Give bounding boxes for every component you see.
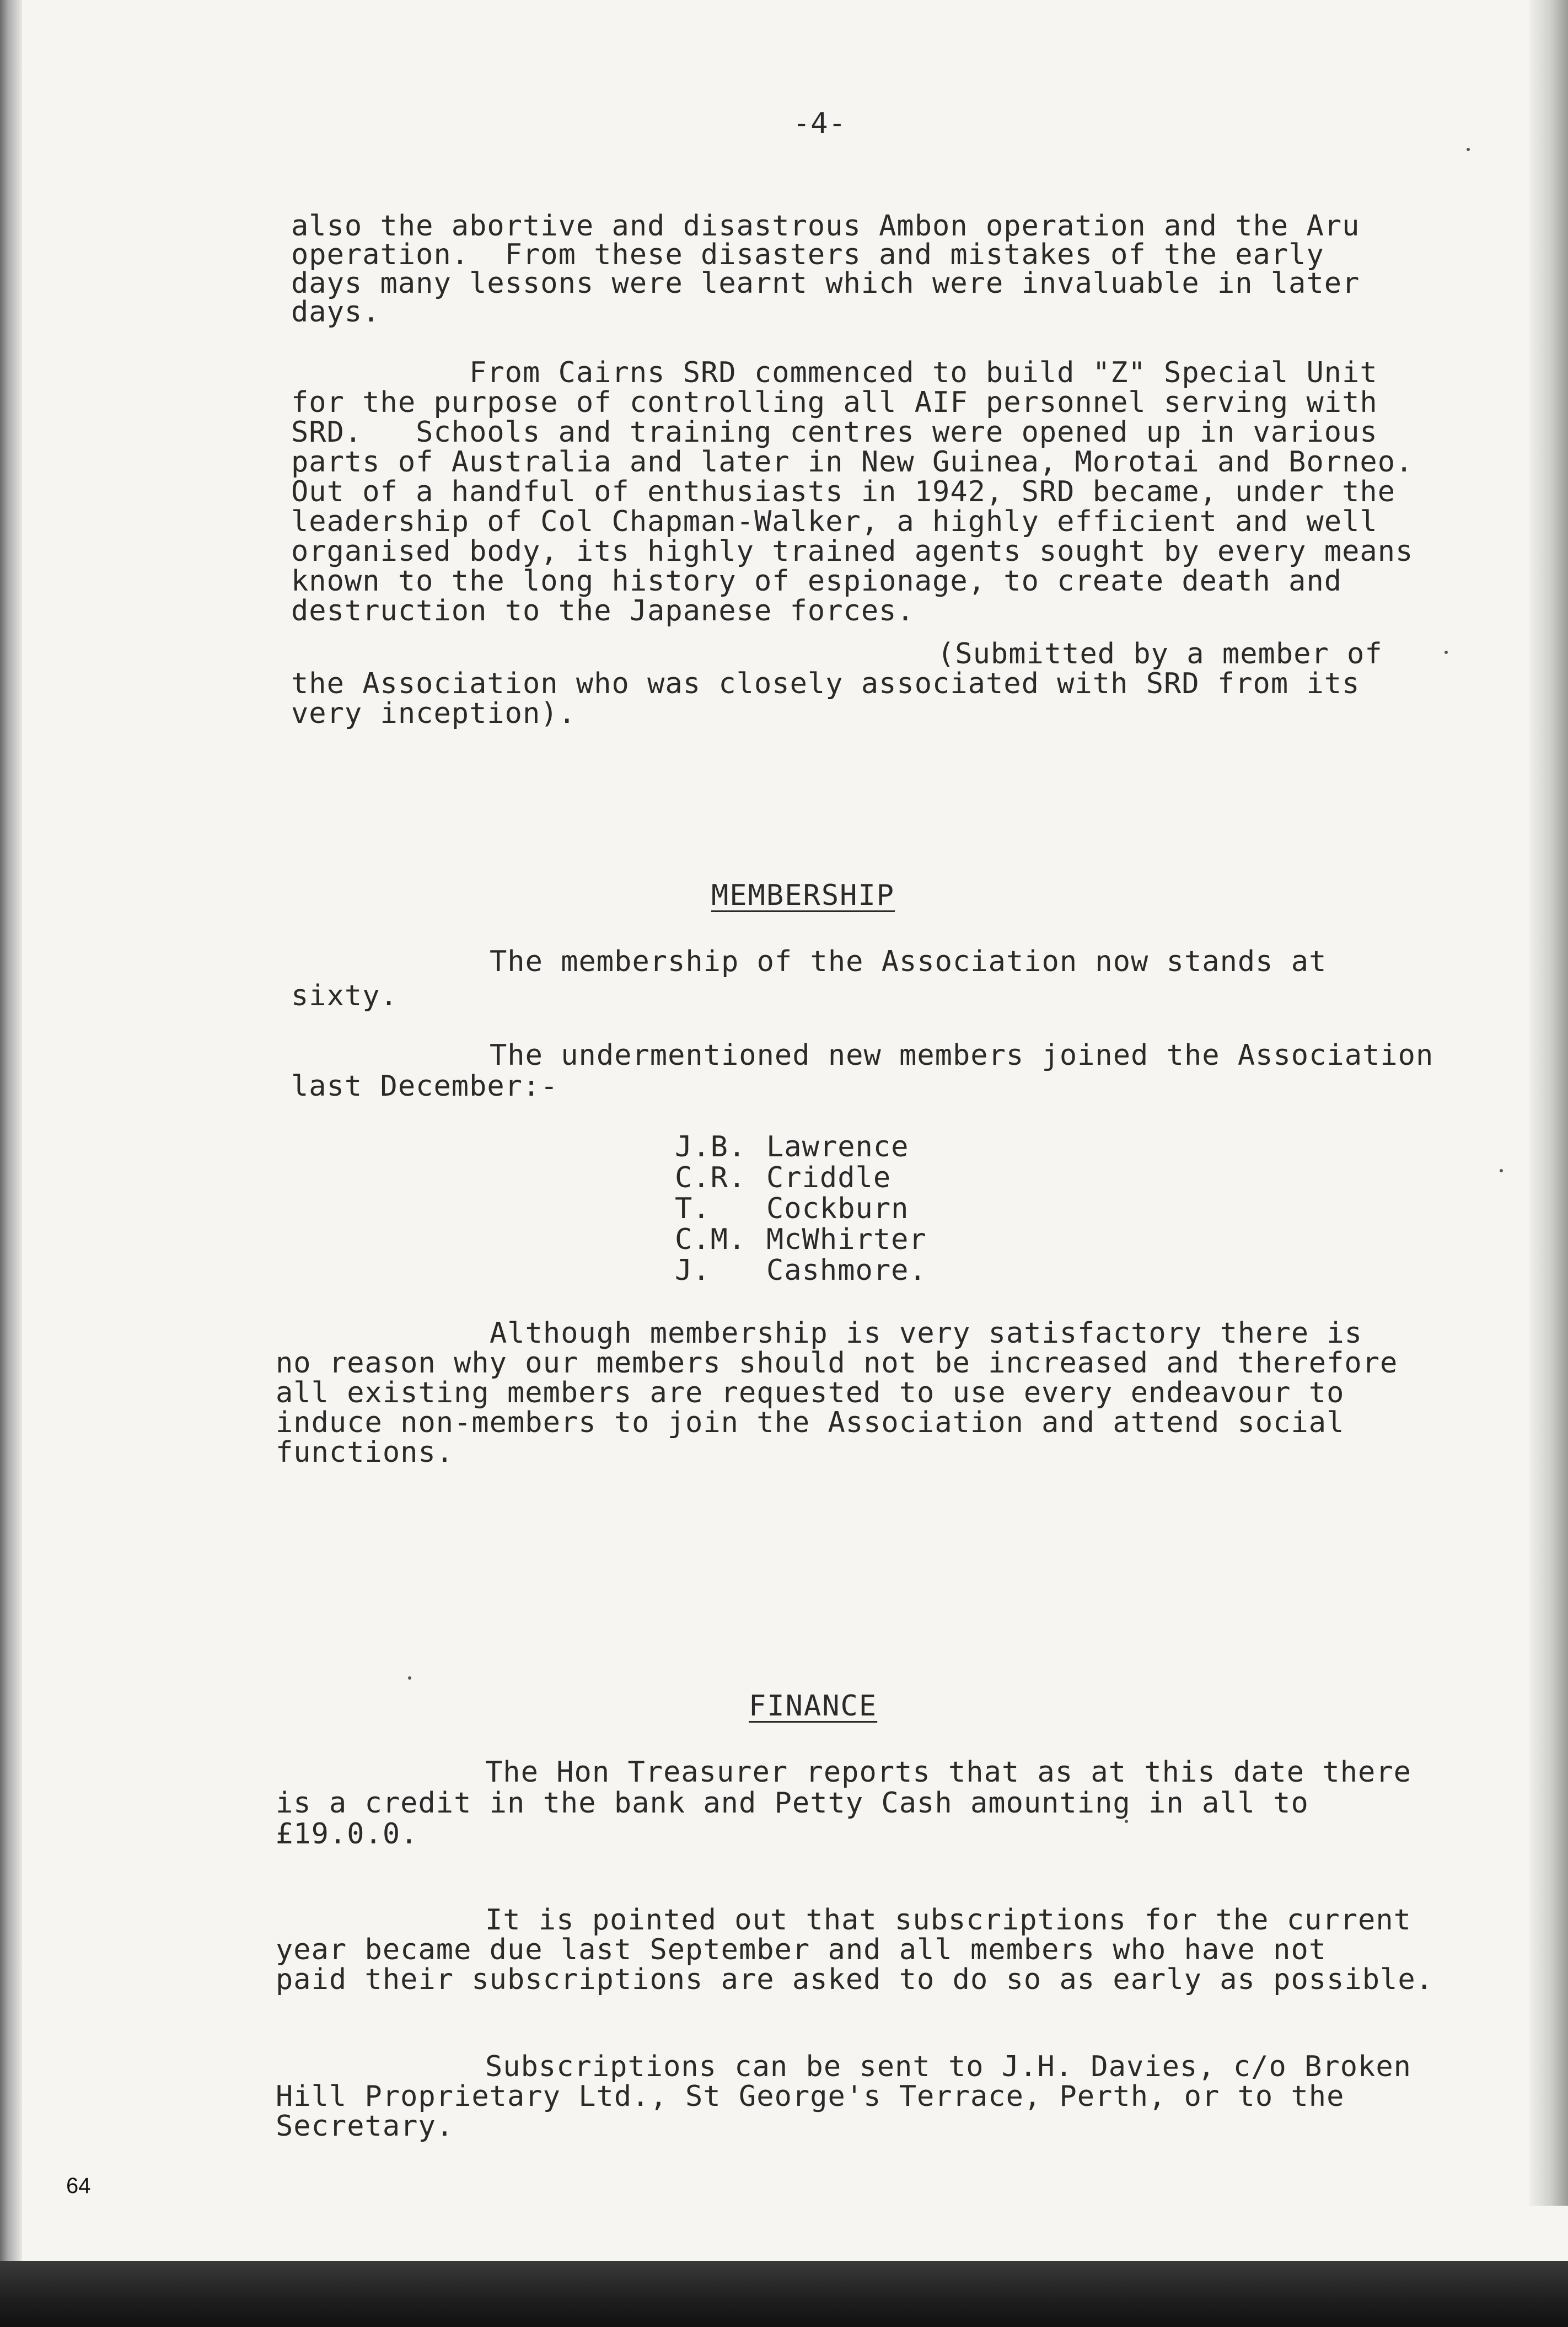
finance-para1-line3: £19.0.0. xyxy=(276,1817,418,1851)
member-initials: C.M. xyxy=(675,1223,747,1256)
finance-para3-line1: Subscriptions can be sent to J.H. Davies, c/o Broken xyxy=(485,2050,1411,2083)
membership-para1-line2: sixty. xyxy=(291,979,398,1012)
srd-para1-line4: days. xyxy=(291,296,380,329)
srd-attribution-line2: the Association who was closely associated with SRD from its xyxy=(291,667,1360,700)
finance-para1-line2: is a credit in the bank and Petty Cash amounting in all to xyxy=(276,1787,1309,1820)
srd-attribution-line3: very inception). xyxy=(291,697,576,730)
srd-para2-line4: parts of Australia and later in New Guinea, Morotai and Borneo. xyxy=(291,446,1414,479)
membership-heading: MEMBERSHIP xyxy=(711,879,895,912)
scan-speck xyxy=(408,1676,411,1680)
membership-para3-line5: functions. xyxy=(276,1436,454,1469)
srd-para2-line9: destruction to the Japanese forces. xyxy=(291,594,915,628)
document-page xyxy=(22,0,1529,2261)
membership-para3-line2: no reason why our members should not be increased and therefore xyxy=(276,1347,1398,1380)
srd-para1-line3: days many lessons were learnt which were invaluable in later xyxy=(291,267,1360,300)
member-surname: Lawrence xyxy=(766,1130,909,1164)
member-surname: McWhirter xyxy=(766,1223,927,1256)
scan-bottom-strip xyxy=(0,2261,1568,2327)
finance-para2-line2: year became due last September and all members who have not xyxy=(276,1933,1327,1966)
finance-para3-line2: Hill Proprietary Ltd., St George's Terrace, Perth, or to the xyxy=(276,2080,1345,2113)
finance-para2-line1: It is pointed out that subscriptions for the current xyxy=(485,1904,1411,1937)
scan-speck xyxy=(1467,148,1470,151)
finance-para3-line3: Secretary. xyxy=(276,2110,454,2143)
srd-para1-line1: also the abortive and disastrous Ambon operation and the Aru xyxy=(291,210,1360,243)
footer-page-number: 64 xyxy=(66,2174,91,2198)
member-initials: J.B. xyxy=(675,1130,747,1164)
member-surname: Cashmore. xyxy=(766,1254,927,1287)
member-initials: J. xyxy=(675,1254,711,1287)
membership-para3-line3: all existing members are requested to use every endeavour to xyxy=(276,1376,1345,1409)
member-initials: T. xyxy=(675,1192,711,1225)
srd-para2-line2: for the purpose of controlling all AIF personnel serving with xyxy=(291,386,1378,419)
srd-para2-line6: leadership of Col Chapman-Walker, a highly efficient and well xyxy=(291,505,1378,538)
srd-para2-line1: From Cairns SRD commenced to build "Z" Special Unit xyxy=(291,356,1378,389)
membership-para3-line4: induce non-members to join the Association and attend social xyxy=(276,1406,1345,1439)
scan-right-edge xyxy=(1529,0,1568,2206)
member-initials: C.R. xyxy=(675,1161,747,1194)
srd-para2-line8: known to the long history of espionage, to create death and xyxy=(291,565,1343,598)
srd-para1-line2: operation. From these disasters and mistakes of the early xyxy=(291,238,1324,271)
member-surname: Criddle xyxy=(766,1161,892,1194)
finance-para1-line1: The Hon Treasurer reports that as at this date there xyxy=(485,1756,1411,1789)
membership-para3-line1: Although membership is very satisfactory there is xyxy=(490,1317,1363,1350)
finance-para2-line3: paid their subscriptions are asked to do so as early as possible. xyxy=(276,1963,1433,1996)
scan-speck xyxy=(1500,1169,1503,1172)
page-header-number: -4- xyxy=(793,107,846,140)
srd-para2-line5: Out of a handful of enthusiasts in 1942, SRD became, under the xyxy=(291,475,1396,508)
scan-speck xyxy=(1445,651,1448,654)
finance-heading: FINANCE xyxy=(749,1690,878,1723)
srd-para2-line3: SRD. Schools and training centres were opened up in various xyxy=(291,416,1378,449)
member-surname: Cockburn xyxy=(766,1192,909,1225)
scan-speck xyxy=(1125,1820,1128,1823)
membership-para2-line1: The undermentioned new members joined the Association xyxy=(490,1039,1434,1072)
membership-para2-line2: last December:- xyxy=(291,1070,559,1103)
srd-para2-line7: organised body, its highly trained agents sought by every means xyxy=(291,535,1414,568)
scan-left-shadow xyxy=(0,0,22,2327)
membership-para1-line1: The membership of the Association now stands at xyxy=(490,945,1327,978)
srd-attribution-line1: (Submitted by a member of xyxy=(937,637,1383,671)
